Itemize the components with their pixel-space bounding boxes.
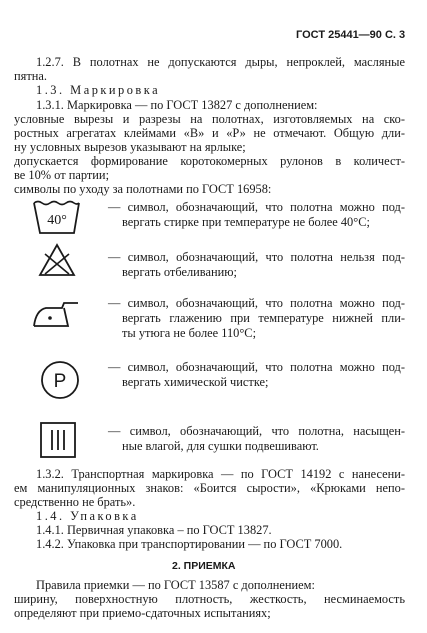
para-2-line2: ширину, поверхностную плотность, жесткость, несминаемость (14, 592, 405, 606)
symbol-dryclean-line1: — символ, обозначающий, что полотна можно под- (108, 360, 405, 374)
symbol-dryclean-line2: вергать химической чистке; (122, 375, 269, 389)
symbol-bleach-line1: — символ, обозначающий, что полотна нельзя под- (108, 250, 405, 264)
symbol-wash-line2: вергать стирке при температуре не более 40°С; (122, 215, 370, 229)
drip-dry-icon (38, 420, 78, 460)
para-1-3-2-line2: ем манипуляционных знаков: «Боится сырости», «Крюками непо- (14, 481, 405, 495)
dry-clean-p-icon (38, 358, 82, 402)
symbol-iron-line3: ты утюга не более 110°С; (122, 326, 257, 340)
para-1-3-1-line6: ве 10% от партии; (14, 168, 110, 182)
para-1-4-2: 1.4.2. Упаковка при транспортировании — по ГОСТ 7000. (36, 537, 343, 551)
symbol-dripdry-desc (108, 424, 405, 454)
symbol-bleach-desc (108, 250, 405, 280)
iron-icon (30, 296, 84, 332)
dry-clean-letter: P (53, 371, 67, 392)
wash-40-icon (30, 197, 82, 237)
para-1-3-2-line1: 1.3.2. Транспортная маркировка — по ГОСТ 14192 с нанесени- (36, 467, 405, 481)
symbol-dripdry-line1: — символ, обозначающий, что полотна, насыщен- (108, 424, 405, 438)
symbol-iron-line2: вергать глажению при температуре нижней пли- (122, 311, 405, 325)
symbol-iron-desc (108, 296, 405, 341)
symbol-wash-desc (108, 200, 405, 230)
para-1-3-1-line5: допускается формирование коротокомерных рулонов в количест- (14, 154, 405, 168)
para-1-3-1-line4: ну условных вырезов указывают на ярлыке; (14, 140, 246, 154)
no-bleach-icon (37, 242, 77, 278)
page-header: ГОСТ 25441—90 С. 3 (296, 29, 406, 41)
section-1-3-title: 1.3. Маркировка (36, 83, 161, 97)
para-1-4-1: 1.4.1. Первичная упаковка – по ГОСТ 13827. (36, 523, 272, 537)
para-1-3-1-line7: символы по уходу за полотнами по ГОСТ 16958: (14, 182, 272, 196)
para-1-2-7-line2: пятна. (14, 69, 47, 83)
symbol-dryclean-desc (108, 360, 405, 390)
wash-temp-text: 40° (47, 213, 67, 228)
section-2-title: 2. ПРИЕМКА (172, 560, 236, 572)
para-2-line1: Правила приемки — по ГОСТ 13587 с дополнением: (36, 578, 315, 592)
symbol-iron-line1: — символ, обозначающий, что полотна можно под- (108, 296, 405, 310)
para-1-2-7-line1: 1.2.7. В полотнах не допускаются дыры, непроклей, масляные (36, 55, 405, 69)
symbol-dripdry-line2: ные влагой, для сушки подвешивают. (122, 439, 319, 453)
symbol-bleach-line2: вергать отбеливанию; (122, 265, 237, 279)
section-1-4-title: 1.4. Упаковка (36, 509, 139, 523)
symbol-wash-line1: — символ, обозначающий, что полотна можно под- (108, 200, 405, 214)
para-1-3-1-line1: 1.3.1. Маркировка — по ГОСТ 13827 с дополнением: (36, 98, 318, 112)
para-1-3-2-line3: средственно не брать». (14, 495, 136, 509)
para-1-3-1-line2: условные вырезы и разрезы на полотнах, изготовляемых на ско- (14, 112, 405, 126)
para-1-3-1-line3: ростных агрегатах клеймами «В» и «Р» не отмечают. Общую дли- (14, 126, 405, 140)
para-2-line3: определяют при приемо-сдаточных испытаниях; (14, 606, 271, 620)
